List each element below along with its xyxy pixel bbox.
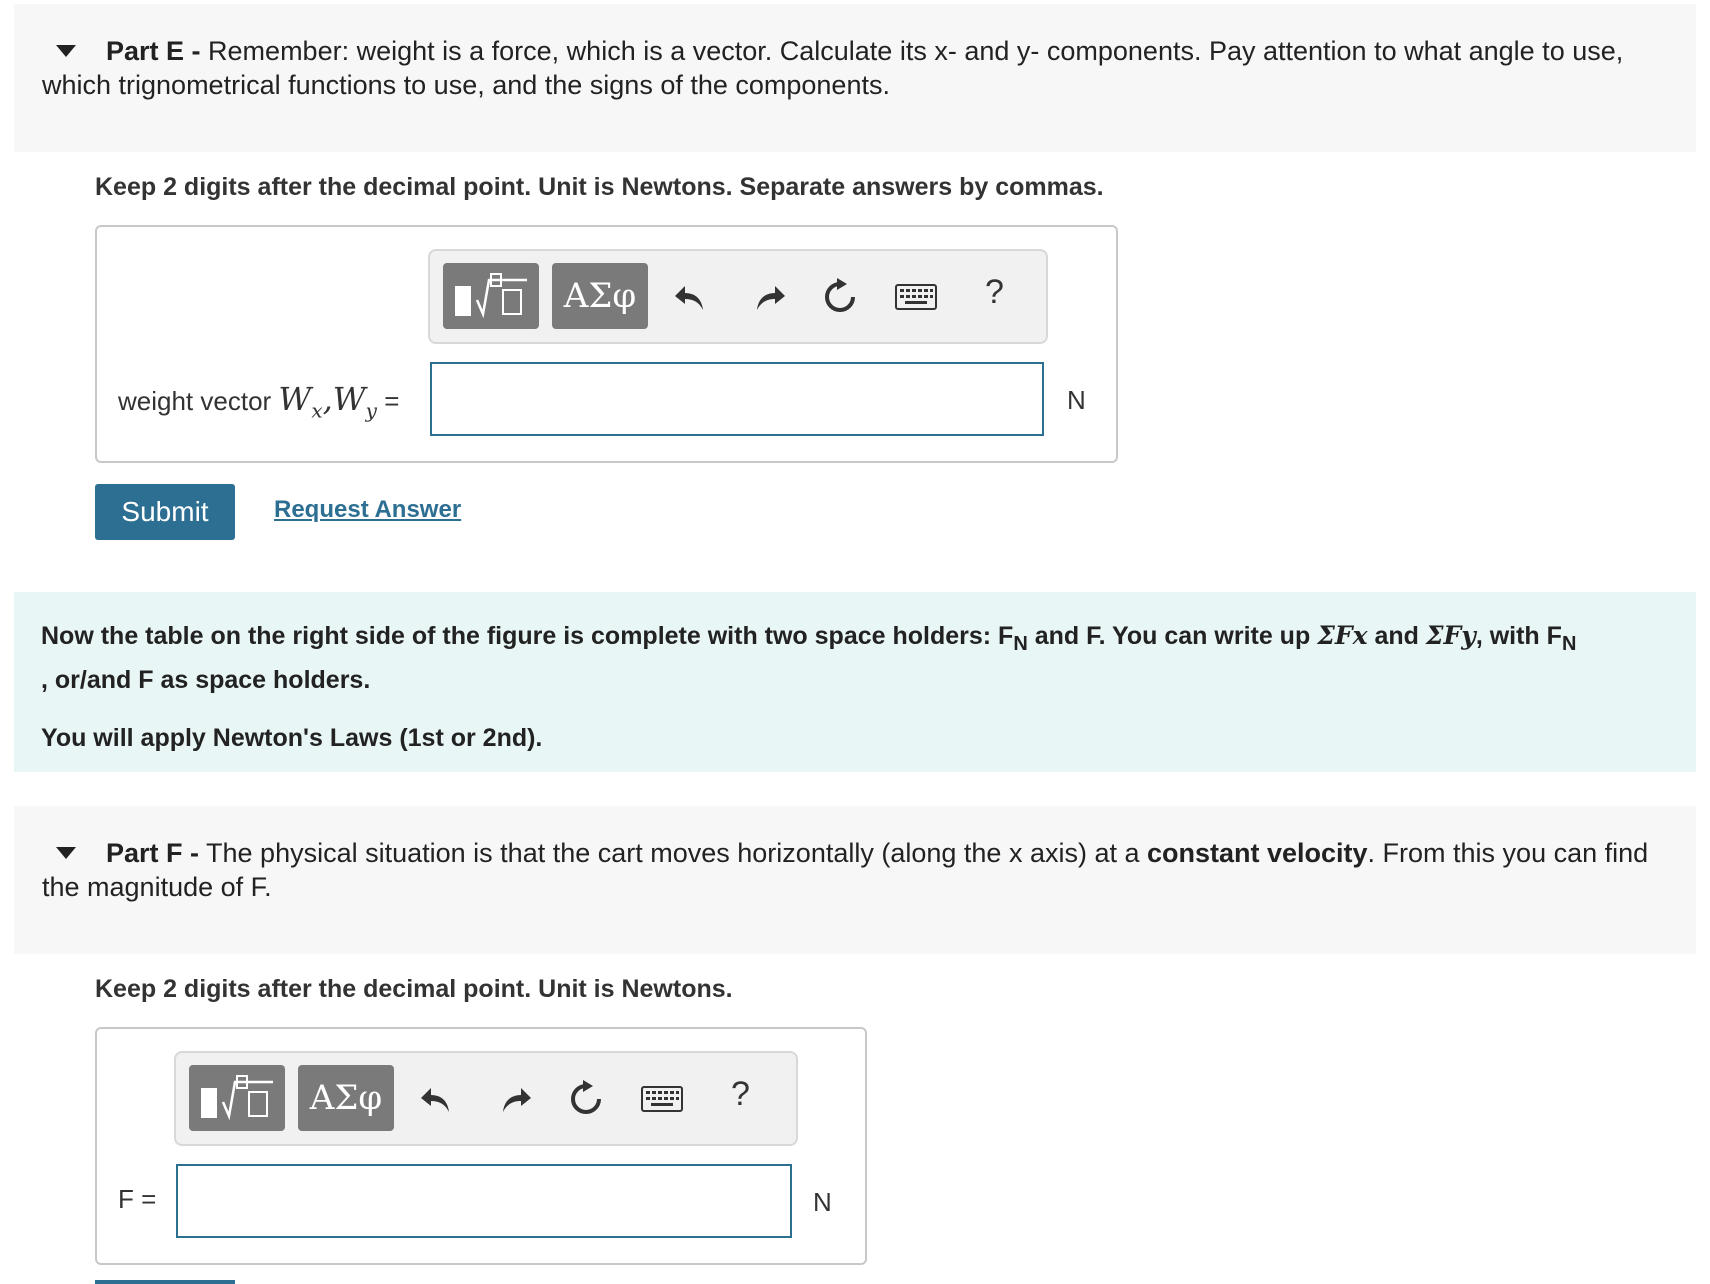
redo-icon[interactable] <box>496 1079 536 1119</box>
equals-sign: = <box>384 386 400 416</box>
sum-fx-symbol: ΣFx <box>1317 621 1368 650</box>
w-symbol-2: W <box>332 380 366 418</box>
info-sub-n-2: N <box>1561 633 1577 655</box>
weight-vector-label <box>118 380 399 422</box>
part-f-label: Part F - <box>106 838 200 868</box>
part-f-text-bold: constant velocity <box>1146 838 1368 868</box>
f-label: F = <box>118 1184 157 1214</box>
math-toolbar <box>428 249 1048 344</box>
sub-y: y <box>365 398 377 423</box>
part-e-header <box>14 4 1696 152</box>
collapse-caret-icon[interactable] <box>56 45 76 57</box>
templates-button[interactable] <box>443 263 539 329</box>
greek-symbols-button-2[interactable]: ΑΣφ <box>298 1065 394 1131</box>
part-f-header <box>14 806 1696 954</box>
math-toolbar-2 <box>174 1051 798 1146</box>
weight-vector-text: weight vector <box>118 386 272 416</box>
info-text-a: Now the table on the right side of the figure is complete with two space holders: F <box>41 622 1014 650</box>
undo-icon[interactable] <box>416 1079 456 1119</box>
info-line-1 <box>41 618 1670 662</box>
f-input[interactable] <box>176 1164 792 1238</box>
collapse-caret-icon[interactable] <box>56 847 76 859</box>
keyboard-icon[interactable] <box>894 277 938 317</box>
part-f-text-b: . From this you can find the magnitude of F. <box>42 838 1649 902</box>
part-e-instruction: Keep 2 digits after the decimal point. Unit is Newtons. Separate answers by commas. <box>95 173 1104 201</box>
info-line-3: You will apply Newton's Laws (1st or 2nd). <box>41 724 543 752</box>
reset-icon[interactable] <box>566 1079 606 1119</box>
info-panel <box>14 592 1696 772</box>
redo-icon[interactable] <box>750 277 790 317</box>
request-answer-link[interactable]: Request Answer <box>274 496 462 523</box>
greek-symbols-button[interactable]: ΑΣφ <box>552 263 648 329</box>
part-f-instruction: Keep 2 digits after the decimal point. Unit is Newtons. <box>95 975 733 1003</box>
part-e-label: Part E - <box>106 36 201 66</box>
info-sub-n: N <box>1013 633 1028 655</box>
templates-icon <box>451 270 531 322</box>
submit-button-2[interactable] <box>95 1280 235 1284</box>
templates-button-2[interactable] <box>189 1065 285 1131</box>
unit-label-2: N <box>813 1187 832 1217</box>
sub-x: x <box>311 398 323 423</box>
help-button[interactable]: ? <box>985 273 1004 311</box>
part-e-answer-box <box>95 225 1118 463</box>
weight-vector-math: $W_x,W_y$ <box>278 380 377 423</box>
info-text-d: , with F <box>1475 622 1562 650</box>
undo-icon[interactable] <box>670 277 710 317</box>
sum-fy-symbol: ΣFy <box>1425 621 1476 650</box>
help-button-2[interactable]: ? <box>731 1075 750 1113</box>
part-e-text: Remember: weight is a force, which is a vector. Calculate its x- and y- components. Pay attention to what angle to use, which trignometrical functions to use, and the signs of the components. <box>42 36 1624 100</box>
part-f-answer-box <box>95 1027 867 1265</box>
reset-icon[interactable] <box>820 277 860 317</box>
part-f-text-a: The physical situation is that the cart moves horizontally (along the x axis) at a <box>206 838 1147 868</box>
templates-icon <box>197 1072 277 1124</box>
info-text-c: and <box>1367 622 1426 650</box>
info-line-2: , or/and F as space holders. <box>41 666 371 694</box>
keyboard-icon[interactable] <box>640 1079 684 1119</box>
w-symbol: W <box>278 380 312 418</box>
info-text-b: and F. You can write up <box>1027 622 1318 650</box>
unit-label: N <box>1067 385 1086 415</box>
submit-button[interactable]: Submit <box>95 484 235 540</box>
weight-vector-input[interactable] <box>430 362 1044 436</box>
